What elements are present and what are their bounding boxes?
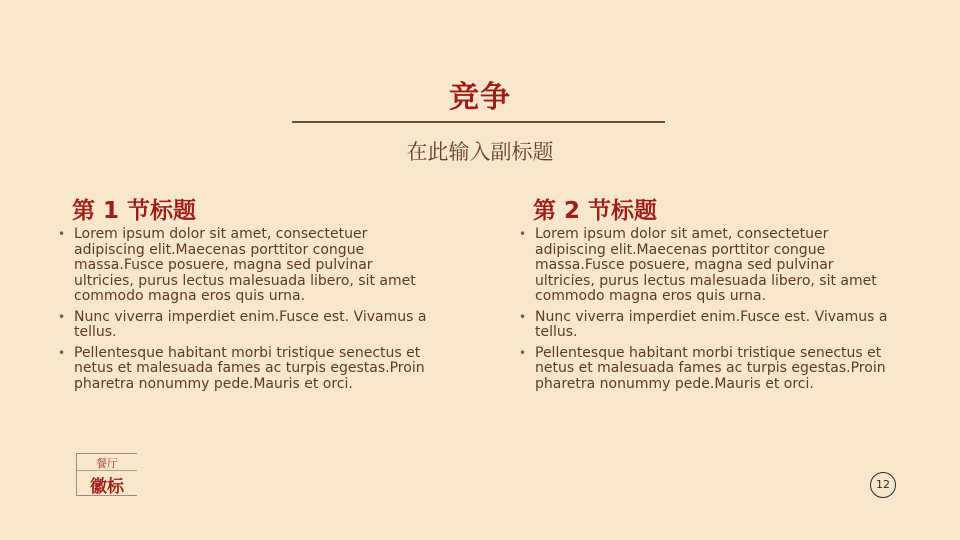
logo-divider [77, 470, 137, 471]
bullet-text: Lorem ipsum dolor sit amet, consectetuer adipiscing elit.Maecenas porttitor congue massa.Fusce posuere, magna sed pulvinar ultricies, purus lectus malesuada libero, sit amet commodo magna eros quis urna. [535, 226, 877, 304]
title-divider [292, 121, 665, 123]
bullet-text: Nunc viverra imperdiet enim.Fusce est. Vivamus a tellus. [535, 308, 888, 340]
page-number-badge: 12 [870, 472, 896, 498]
bullet-dot-icon: • [58, 227, 66, 241]
bullet-text: Nunc viverra imperdiet enim.Fusce est. Vivamus a tellus. [74, 308, 427, 340]
section-1-bullet-list [56, 227, 436, 392]
bullet-text: Lorem ipsum dolor sit amet, consectetuer adipiscing elit.Maecenas porttitor congue massa.Fusce posuere, magna sed pulvinar ultricies, purus lectus malesuada libero, sit amet commodo magna eros quis urna. [74, 226, 416, 304]
bullet-item [517, 227, 897, 305]
slide-subtitle: 在此输入副标题 [406, 140, 554, 164]
restaurant-logo [76, 453, 137, 496]
bullet-item [56, 227, 436, 305]
bullet-dot-icon: • [58, 309, 66, 324]
bullet-item [517, 310, 897, 341]
bullet-item [517, 346, 897, 393]
bullet-item [56, 346, 436, 393]
bullet-item [56, 310, 436, 341]
bullet-dot-icon: • [519, 227, 527, 241]
bullet-dot-icon: • [519, 309, 527, 324]
bullet-text: Pellentesque habitant morbi tristique senectus et netus et malesuada fames ac turpis egestas.Proin pharetra nonummy pede.Mauris et orci. [535, 344, 886, 392]
section-1 [56, 196, 436, 397]
logo-small-text: 餐厅 [96, 457, 118, 470]
slide-title: 竞争 [449, 80, 511, 115]
bullet-dot-icon: • [519, 345, 527, 360]
section-1-heading: 第 1 节标题 [72, 198, 197, 224]
section-2 [517, 196, 897, 397]
section-2-bullet-list [517, 227, 897, 392]
section-2-heading: 第 2 节标题 [533, 198, 658, 224]
bullet-text: Pellentesque habitant morbi tristique senectus et netus et malesuada fames ac turpis egestas.Proin pharetra nonummy pede.Mauris et orci. [74, 344, 425, 392]
bullet-dot-icon: • [58, 345, 66, 360]
logo-big-text: 徽标 [90, 477, 124, 497]
